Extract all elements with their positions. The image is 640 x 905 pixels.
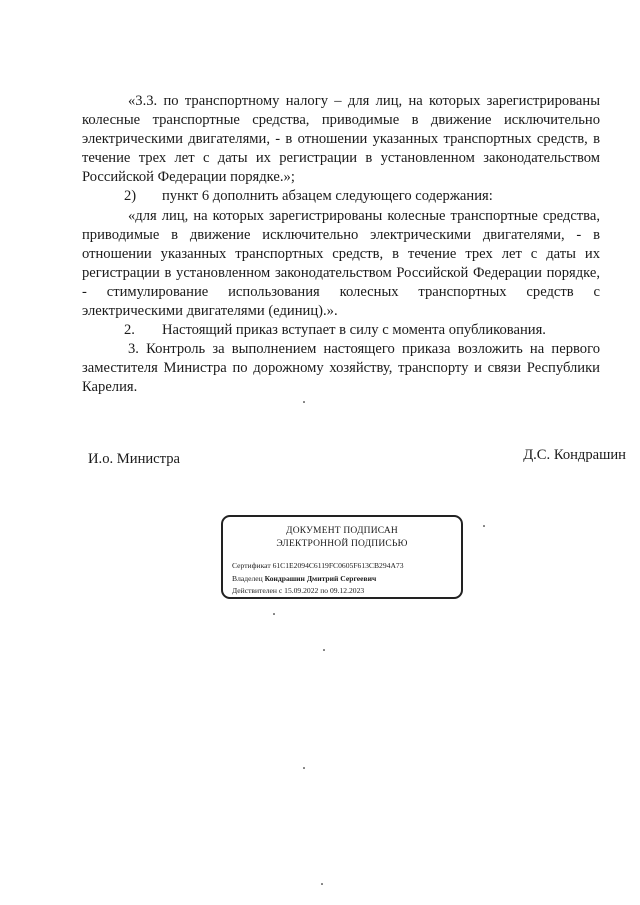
paragraph-point-3: 3. Контроль за выполнением настоящего приказа возложить на первого заместителя Министра по дорожному хозяйству, транспорту и связи Республики Карелия. <box>82 341 600 396</box>
signatory-title: И.о. Министра <box>88 451 180 467</box>
signatory-name: Д.С. Кондрашин <box>523 447 626 463</box>
scan-speck <box>303 401 305 403</box>
stamp-validity: Действителен с 15.09.2022 по 09.12.2023 <box>232 586 365 595</box>
paragraph-point-2: 2. Настоящий приказ вступает в силу с момента опубликования. <box>82 321 600 340</box>
item-number: 2) <box>124 188 137 205</box>
item-number: 2. <box>124 322 135 339</box>
scan-speck <box>303 767 305 769</box>
document-body <box>82 92 600 398</box>
electronic-signature-stamp <box>221 515 463 599</box>
scan-speck <box>273 613 275 615</box>
scan-speck <box>483 525 485 527</box>
scan-speck <box>323 649 325 651</box>
scan-speck <box>321 883 323 885</box>
paragraph-item-2: 2) пункт 6 дополнить абзацем следующего содержания: <box>82 187 600 206</box>
paragraph-addition: «для лиц, на которых зарегистрированы колесные транспортные средства, приводимые в движение исключительно электрическими двигателями, - в отношении указанных транспортных средств, в течение трех лет с даты их регистрации в установленном законодательством Российской Федерации порядке, - стимулирование использования колесных транспортных средств с электрическими двигателями (единиц).». <box>82 207 600 320</box>
paragraph-3-3: «3.3. по транспортному налогу – для лиц, на которых зарегистрированы колесные транспортные средства, приводимые в движение исключительно электрическими двигателями, - в отношении указанных транспортных средств, в течение трех лет с даты их регистрации в установленном законодательством Российской Федерации порядке.»; <box>82 93 600 186</box>
stamp-certificate: Сертификат 61C1E2094C6119FC0605F613CB294A73 <box>232 561 404 570</box>
stamp-owner: Владелец Кондрашин Дмитрий Сергеевич <box>232 574 377 583</box>
stamp-heading: ДОКУМЕНТ ПОДПИСАН ЭЛЕКТРОННОЙ ПОДПИСЬЮ <box>276 526 408 549</box>
